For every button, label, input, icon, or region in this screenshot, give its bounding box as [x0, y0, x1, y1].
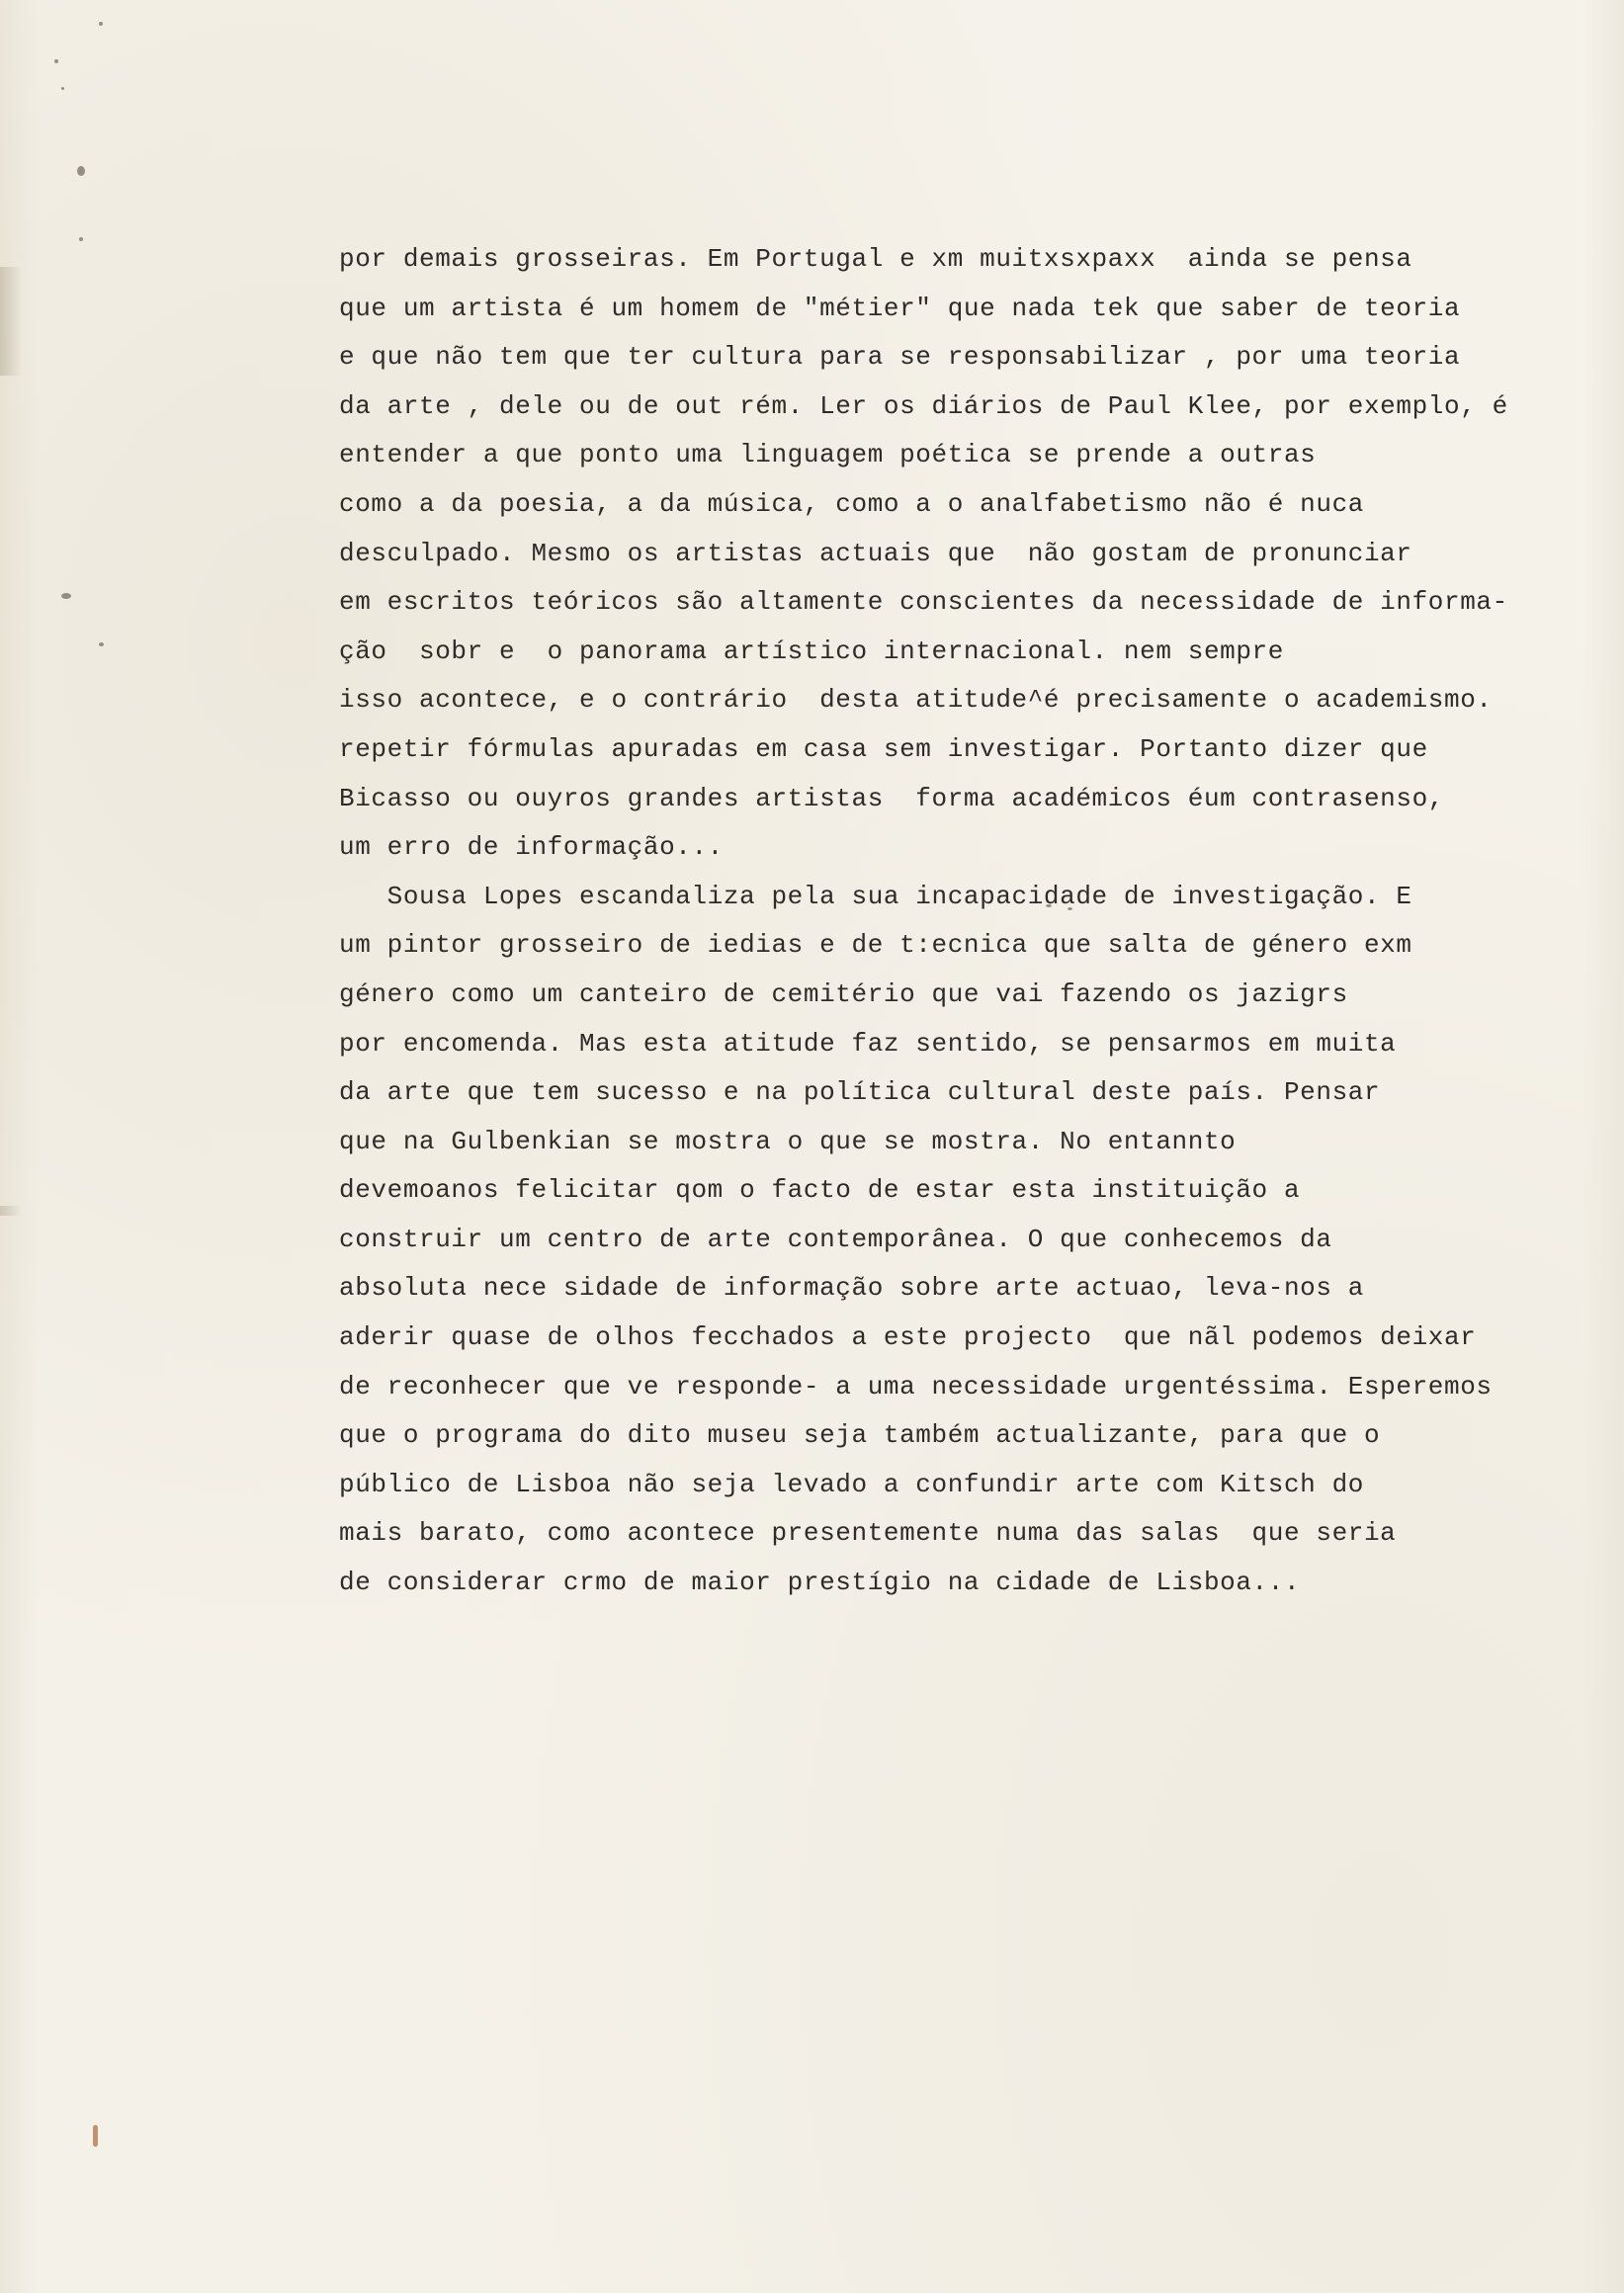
text-line: da arte que tem sucesso e na política cultural deste país. Pensar	[259, 1077, 1381, 1108]
text-line: mais barato, como acontece presentemente numa das salas que seria	[259, 1518, 1397, 1549]
text-line: da arte , dele ou de out rém. Ler os diários de Paul Klee, por exemplo, é	[259, 390, 1508, 421]
text-line: por demais grosseiras. Em Portugal e xm muitxsxpaxx ainda se pensa	[259, 244, 1412, 274]
text-line: isso acontece, e o contrário desta atitude^é precisamente o academismo.	[259, 685, 1493, 716]
typed-text-body	[259, 235, 1564, 1608]
text-line: que o programa do dito museu seja também actualizante, para que o	[259, 1420, 1381, 1451]
text-line: repetir fórmulas apuradas em casa sem investigar. Portanto dizer que	[259, 733, 1428, 764]
text-line: desculpado. Mesmo os artistas actuais que não gostam de pronunciar	[259, 538, 1412, 568]
text-line: em escritos teóricos são altamente conscientes da necessidade de informa-	[259, 587, 1508, 618]
text-line: aderir quase de olhos fecchados a este projecto que nãl podemos deixar	[259, 1322, 1477, 1353]
text-line: devemoanos felicitar qom o facto de estar esta instituição a	[259, 1175, 1301, 1206]
text-line: Bicasso ou ouyros grandes artistas forma académicos éum contrasenso,	[259, 783, 1444, 813]
text-line: por encomenda. Mas esta atitude faz sentido, se pensarmos em muita	[259, 1028, 1397, 1059]
text-line: que na Gulbenkian se mostra o que se mostra. No entannto	[259, 1126, 1237, 1156]
text-line: que um artista é um homem de "métier" que nada tek que saber de teoria	[259, 293, 1461, 323]
text-line: um erro de informação...	[259, 832, 724, 863]
text-line: um pintor grosseiro de iedias e de t:ecnica que salta de género exm	[259, 930, 1412, 961]
text-line: construir um centro de arte contemporânea. O que conhecemos da	[259, 1224, 1332, 1254]
text-line: de reconhecer que ve responde- a uma necessidade urgentéssima. Esperemos	[259, 1371, 1493, 1401]
text-line: de considerar crmo de maior prestígio na cidade de Lisboa...	[259, 1568, 1301, 1598]
text-line: ção sobr e o panorama artístico internacional. nem sempre	[259, 636, 1284, 666]
text-line: Sousa Lopes escandaliza pela sua incapacidade de investigação. E	[259, 881, 1412, 911]
text-line: entender a que ponto uma linguagem poética se prende a outras	[259, 440, 1317, 470]
text-line: género como um canteiro de cemitério que vai fazendo os jazigrs	[259, 978, 1348, 1009]
text-line: público de Lisboa não seja levado a confundir arte com Kitsch do	[259, 1469, 1364, 1499]
text-line: como a da poesia, a da música, como a o analfabetismo não é nuca	[259, 488, 1364, 519]
paper-fold-mark	[0, 267, 22, 376]
paper-fold-mark	[0, 1206, 22, 1216]
text-line: e que não tem que ter cultura para se responsabilizar , por uma teoria	[259, 342, 1461, 373]
text-line: absoluta nece sidade de informação sobre arte actuao, leva-nos a	[259, 1273, 1364, 1304]
